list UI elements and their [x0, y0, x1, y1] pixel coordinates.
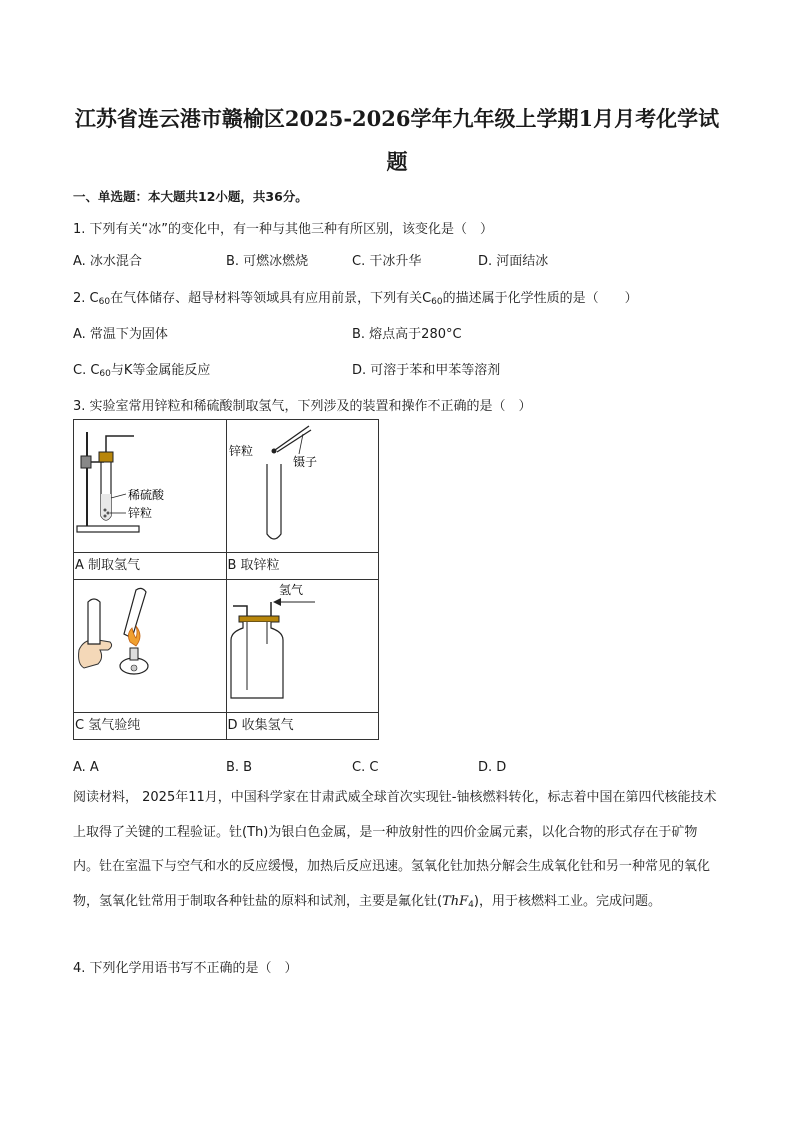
figure-d-cell [226, 580, 379, 713]
page-title-line2: 题 [386, 149, 408, 174]
section-heading: 一、单选题：本大题共12小题，共36分。 [73, 189, 308, 204]
caption-c-cell [74, 713, 227, 740]
q1-option-b: B. 可燃冰燃烧 [226, 254, 309, 269]
figure-a-cell [74, 420, 227, 553]
figure-d-apparatus [227, 580, 379, 708]
q3-option-d: D. D [478, 760, 507, 775]
caption-a: A 制取氢气 [75, 558, 141, 573]
q1-option-a: A. 冰水混合 [73, 254, 142, 269]
q1-option-d: D. 河面结冰 [478, 254, 549, 269]
caption-d: D 收集氢气 [227, 718, 294, 733]
caption-a-cell [74, 553, 227, 580]
question-3-stem: 3. 实验室常用锌粒和稀硫酸制取氢气，下列涉及的装置和操作不正确的是（ ） [73, 399, 532, 414]
figure-b-cell [226, 420, 379, 553]
label-zinc: 锌粒 [128, 506, 153, 520]
q3-figure-table [73, 419, 379, 740]
q2-option-a: A. 常温下为固体 [73, 327, 168, 342]
figure-c-apparatus [74, 580, 226, 708]
caption-c: C 氢气验纯 [75, 718, 141, 733]
q2-option-d: D. 可溶于苯和甲苯等溶剂 [352, 363, 501, 378]
label-zinc-b: 锌粒 [228, 444, 253, 458]
label-tweezers: 镊子 [292, 455, 317, 469]
q3-option-a: A. A [73, 760, 99, 775]
q3-option-c: C. C [352, 760, 379, 775]
figure-b-apparatus [227, 420, 379, 548]
q3-option-b: B. B [226, 760, 253, 775]
figure-c-cell [74, 580, 227, 713]
caption-b: B 取锌粒 [227, 558, 280, 573]
question-1-stem: 1. 下列有关“冰”的变化中，有一种与其他三种有所区别，该变化是（ ） [73, 222, 494, 237]
label-hydrogen: 氢气 [278, 583, 303, 597]
label-acid: 稀硫酸 [128, 488, 165, 502]
q1-option-c: C. 干冰升华 [352, 254, 422, 269]
page-title-line1: 江苏省连云港市赣榆区2025-2026学年九年级上学期1月月考化学试 [74, 106, 720, 131]
q2-option-c: C. $C_{60}$与K等金属能反应 [73, 363, 211, 379]
q2-option-b: B. 熔点高于280°C [352, 327, 462, 342]
question-2-stem: 2. $C_{60}$在气体储存、超导材料等领域具有应用前景，下列有关$C_{60}$的描述属于化学性质的是（ ） [73, 291, 638, 307]
question-4-stem: 4. 下列化学用语书写不正确的是（ ） [73, 961, 298, 976]
figure-a-apparatus [74, 420, 226, 548]
reading-material: 阅读材料， 2025年11月，中国科学家在甘肃武威全球首次实现钍-铀核燃料转化，标志着中国在第四代核能技术上取得了关键的工程验证。钍(Th)为银白色金属，是一种放射性的四价金属元素，以化合物的形式存在于矿物内。钍在室温下与空气和水的反应缓慢，加热后反应迅速。氢氧化钍加热分解会生成氧化钍和另一种常见的氧化物，氢氧化钍常用于制取各种钍盐的原料和试剂，主要是氟化钍(ThF$_4$)，用于核燃料工业。完成问题。 [73, 790, 717, 910]
caption-b-cell [226, 553, 379, 580]
caption-d-cell [226, 713, 379, 740]
